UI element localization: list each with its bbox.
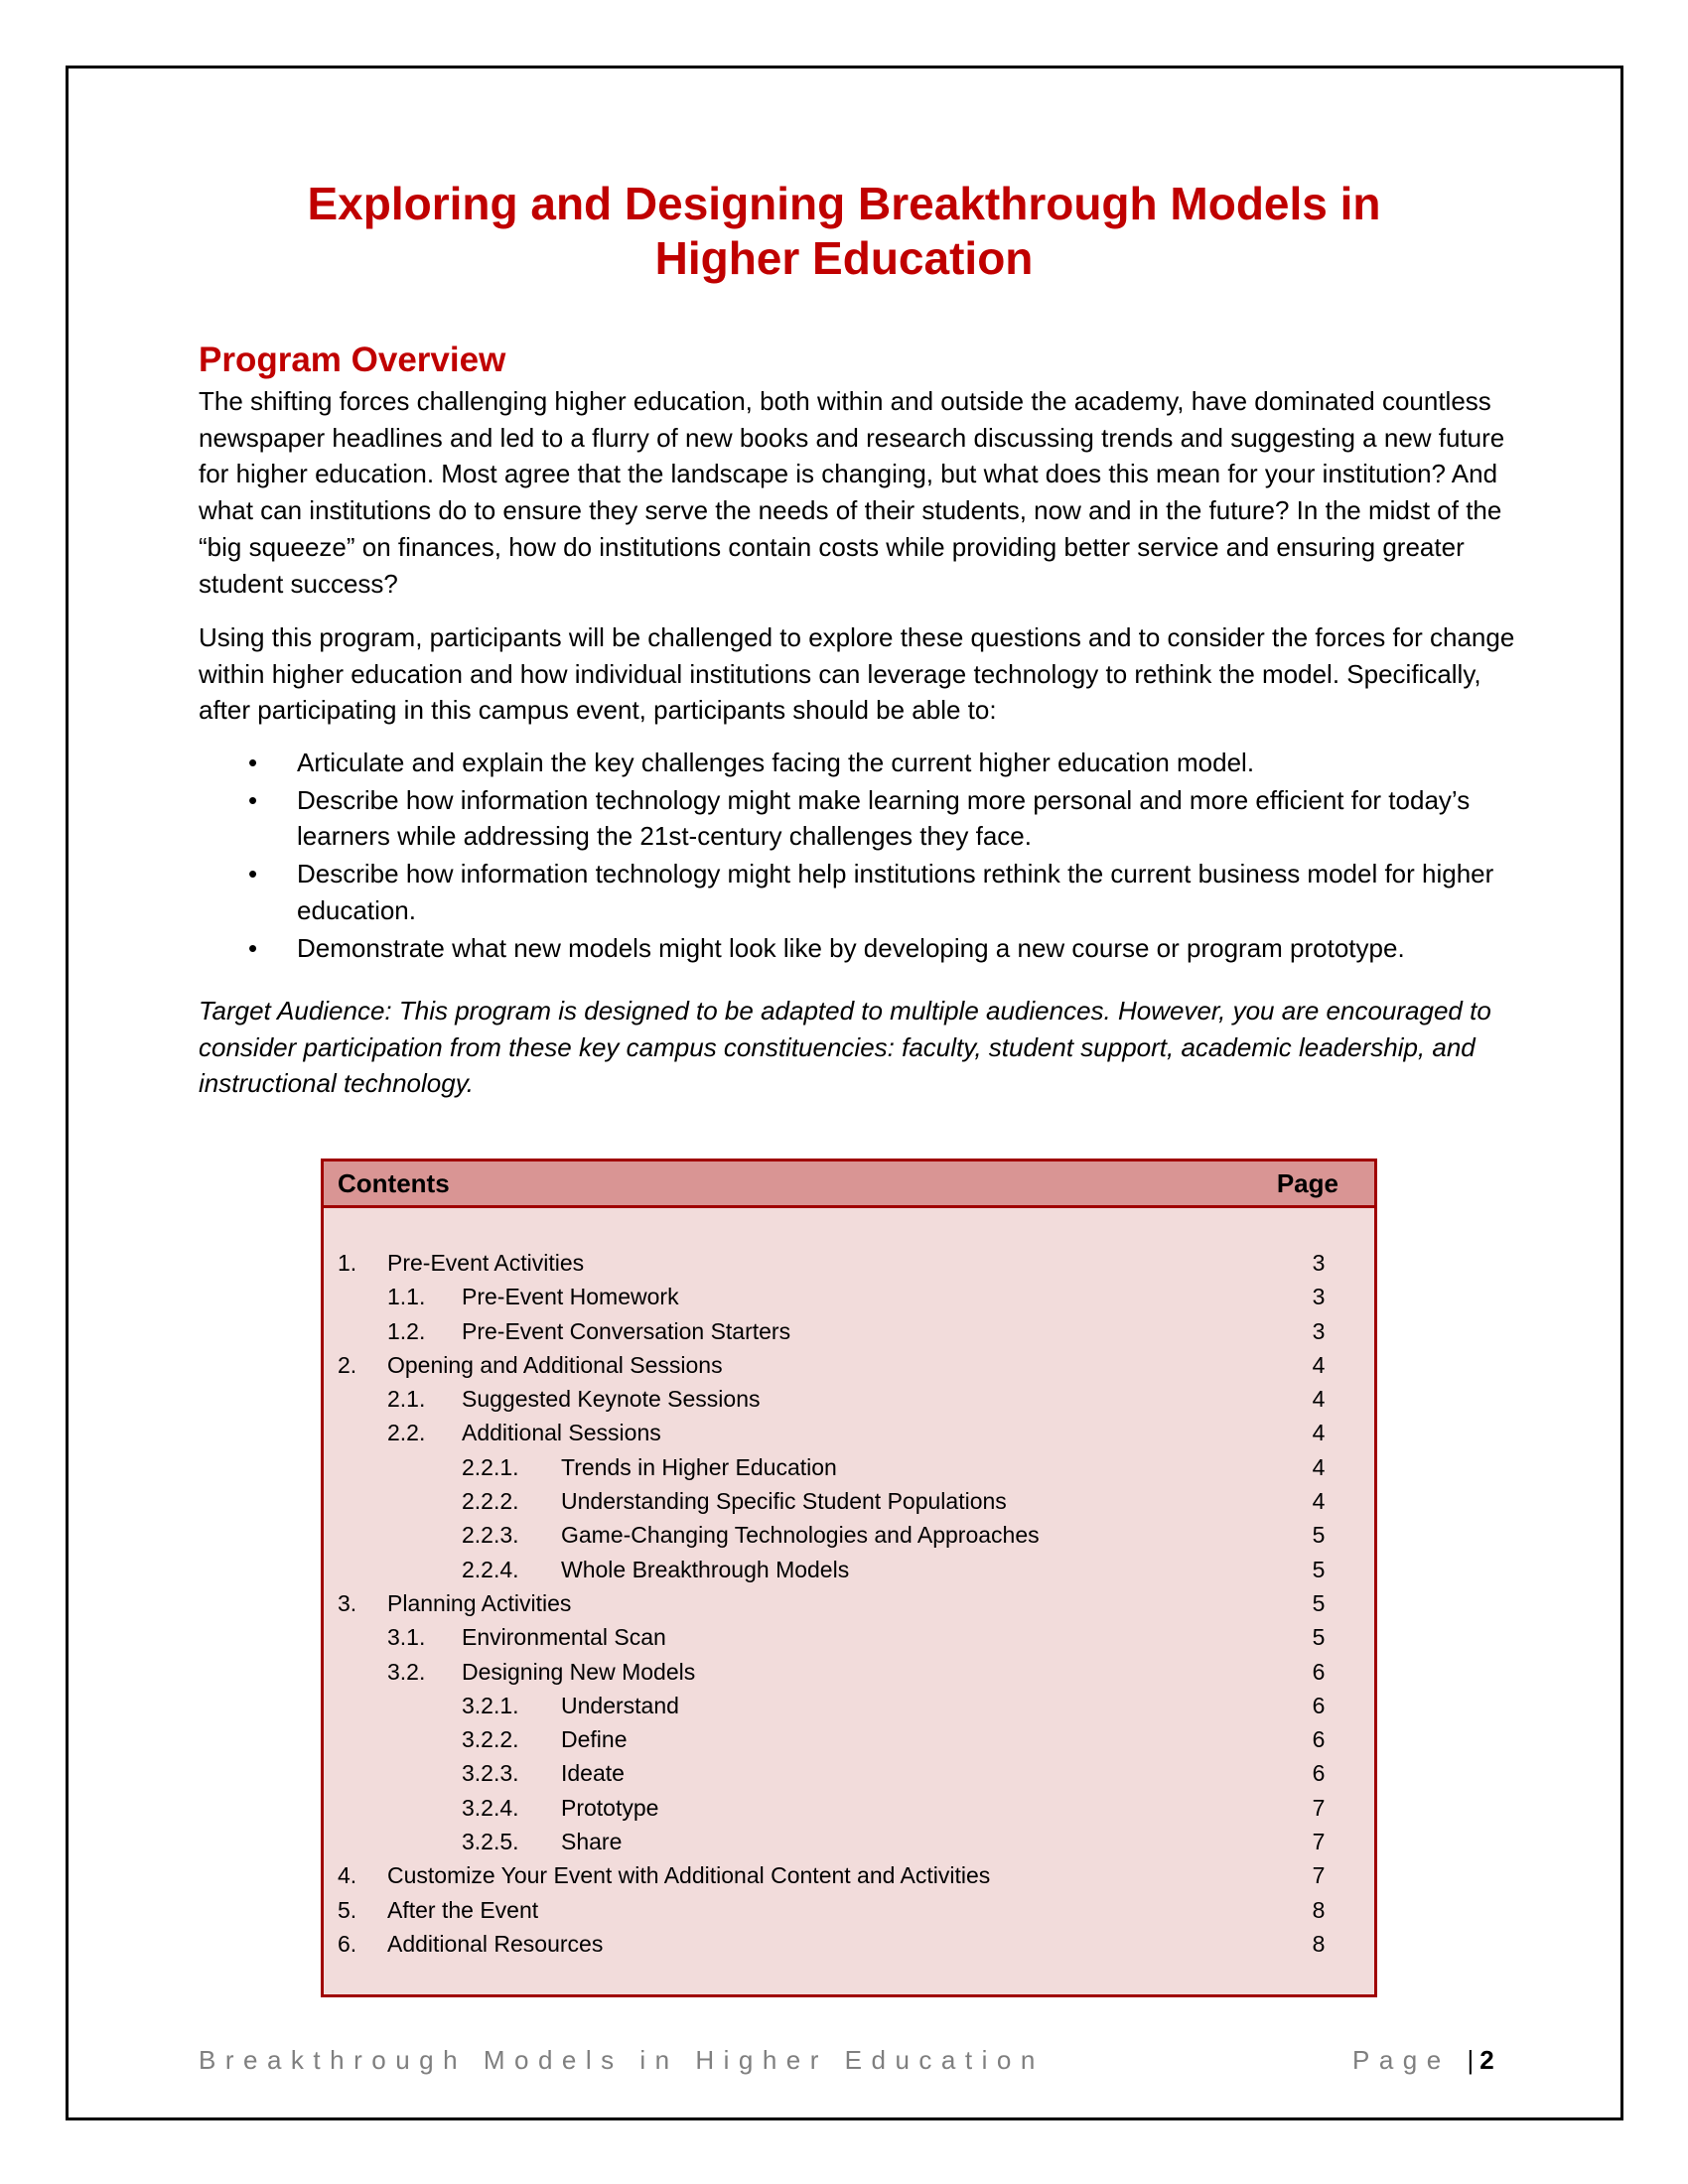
toc-entry-number: 3.2.1. (462, 1692, 519, 1718)
toc-entry-label[interactable]: Pre-Event Activities (387, 1250, 585, 1276)
list-item (199, 745, 1529, 781)
toc-entry[interactable] (324, 1586, 1374, 1620)
target-audience-note: Target Audience: This program is designed to be adapted to multiple audiences. However, you are encouraged to consider participation from these key campus constituencies: faculty, student support, academic leadership, and instructional technology. (199, 996, 1491, 1099)
bullet-icon: • (248, 859, 258, 889)
list-item (199, 856, 1529, 928)
toc-entry-page: 7 (1312, 1829, 1326, 1855)
list-item-text: Describe how information technology might help institutions rethink the current business model for higher education. (297, 859, 1494, 925)
toc-entry-label[interactable]: Ideate (561, 1760, 625, 1787)
toc-entry[interactable] (324, 1655, 1374, 1689)
toc-entry-label[interactable]: Opening and Additional Sessions (387, 1351, 723, 1378)
toc-entry-label[interactable]: Understanding Specific Student Populations (561, 1488, 1007, 1515)
toc-entry[interactable] (324, 1620, 1374, 1654)
document-title (199, 177, 1489, 286)
toc-entry-page: 7 (1312, 1794, 1326, 1821)
toc-entry-label[interactable]: Pre-Event Homework (462, 1284, 679, 1310)
toc-entry[interactable] (324, 1314, 1374, 1348)
toc-entry-number: 3.2.4. (462, 1794, 519, 1821)
toc-entry-page: 5 (1312, 1624, 1326, 1651)
toc-entry-page: 4 (1312, 1488, 1326, 1515)
toc-entry-page: 6 (1312, 1658, 1326, 1685)
toc-entry-page: 4 (1312, 1386, 1326, 1413)
toc-entry[interactable] (324, 1280, 1374, 1313)
toc-entry-label[interactable]: Whole Breakthrough Models (561, 1556, 850, 1582)
overview-paragraph-1: The shifting forces challenging higher education, both within and outside the academy, have dominated countless newspaper headlines and led to a flurry of new books and research discussing trends and suggesting a new future for higher education. Most agree that the landscape is changing, but what does this mean for your institution? And what can institutions do to ensure they serve the needs of their students, now and in the future? In the midst of the “big squeeze” on finances, how do institutions contain costs while providing better service and ensuring greater student success? (199, 386, 1505, 599)
list-item-text: Articulate and explain the key challenges facing the current higher education model. (297, 748, 1255, 777)
toc-entry-page: 6 (1312, 1692, 1326, 1718)
toc-entry-page: 5 (1312, 1522, 1326, 1549)
title-line-1: Exploring and Designing Breakthrough Models in (307, 178, 1381, 229)
footer-separator: | (1467, 2045, 1475, 2075)
toc-entry[interactable] (324, 1348, 1374, 1382)
toc-entry[interactable] (324, 1927, 1374, 1961)
learning-objectives-list (199, 745, 1529, 967)
toc-entry[interactable] (324, 1553, 1374, 1586)
toc-entry-number: 1.1. (387, 1284, 426, 1310)
bullet-icon: • (248, 748, 258, 777)
title-line-2: Higher Education (654, 232, 1034, 284)
toc-entry-label[interactable]: Environmental Scan (462, 1624, 666, 1651)
toc-entry-page: 3 (1312, 1250, 1326, 1276)
toc-entry-number: 6. (338, 1930, 357, 1957)
program-overview-heading: Program Overview (199, 341, 506, 379)
toc-entry-number: 2.1. (387, 1386, 426, 1413)
toc-entry-label[interactable]: Designing New Models (462, 1658, 696, 1685)
toc-entry-label[interactable]: Prototype (561, 1794, 659, 1821)
toc-entry-label[interactable]: Understand (561, 1692, 679, 1718)
toc-entry-number: 3.1. (387, 1624, 426, 1651)
table-of-contents (321, 1159, 1377, 1997)
toc-entry[interactable] (324, 1416, 1374, 1449)
toc-entry[interactable] (324, 1689, 1374, 1722)
toc-entry-number: 2.2.1. (462, 1453, 519, 1480)
toc-entry-label[interactable]: Define (561, 1726, 628, 1753)
toc-entry-label[interactable]: Planning Activities (387, 1589, 572, 1616)
list-item-text: Describe how information technology might make learning more personal and more efficient for today’s learners while addressing the 21st-century challenges they face. (297, 784, 1471, 852)
toc-entry[interactable] (324, 1756, 1374, 1790)
toc-header-row (324, 1161, 1374, 1208)
toc-entry-page: 8 (1312, 1896, 1326, 1923)
toc-entry-number: 5. (338, 1896, 357, 1923)
toc-entry[interactable] (324, 1518, 1374, 1552)
toc-entry[interactable] (324, 1825, 1374, 1858)
toc-entry[interactable] (324, 1484, 1374, 1518)
footer-page-number: 2 (1479, 2045, 1494, 2075)
toc-entry[interactable] (324, 1246, 1374, 1280)
footer-document-title: Breakthrough Models in Higher Education (199, 2045, 1045, 2075)
toc-entry[interactable] (324, 1450, 1374, 1484)
toc-entry-number: 1.2. (387, 1317, 426, 1344)
toc-entry-page: 8 (1312, 1930, 1326, 1957)
toc-entry-number: 2.2.4. (462, 1556, 519, 1582)
toc-entry-page: 6 (1312, 1726, 1326, 1753)
bullet-icon: • (248, 932, 258, 963)
toc-entry-page: 3 (1312, 1284, 1326, 1310)
toc-entry-number: 2. (338, 1351, 357, 1378)
toc-entry-label[interactable]: Pre-Event Conversation Starters (462, 1317, 791, 1344)
toc-entry-number: 3.2.5. (462, 1829, 519, 1855)
toc-entry-label[interactable]: Suggested Keynote Sessions (462, 1386, 761, 1413)
footer-page-word: Page (1352, 2045, 1451, 2075)
toc-entry-page: 5 (1312, 1556, 1326, 1582)
toc-entry-label[interactable]: Share (561, 1829, 623, 1855)
toc-entry-number: 3.2.2. (462, 1726, 519, 1753)
toc-entry-number: 2.2.2. (462, 1488, 519, 1515)
toc-entry-page: 3 (1312, 1317, 1326, 1344)
overview-paragraph-2: Using this program, participants will be challenged to explore these questions and to consider the forces for change within higher education and how individual institutions can leverage technology to rethink the model. Specifically, after participating in this campus event, participants should be able to: (199, 622, 1515, 726)
footer-page-indicator (1352, 2045, 1494, 2076)
list-item (199, 930, 1529, 967)
toc-body (324, 1208, 1374, 1961)
toc-entry-page: 6 (1312, 1760, 1326, 1787)
toc-entry-page: 4 (1312, 1351, 1326, 1378)
toc-entry-number: 2.2. (387, 1420, 426, 1446)
toc-entry[interactable] (324, 1858, 1374, 1892)
toc-entry-number: 3.2. (387, 1658, 426, 1685)
list-item-text: Demonstrate what new models might look like by developing a new course or program prototype. (297, 932, 1405, 963)
list-item (199, 782, 1529, 855)
bullet-icon: • (248, 784, 258, 815)
toc-entry-page: 7 (1312, 1862, 1326, 1889)
toc-entry-label[interactable]: Additional Resources (387, 1930, 604, 1957)
toc-entry-number: 3. (338, 1589, 357, 1616)
toc-entry[interactable] (324, 1893, 1374, 1927)
toc-entry[interactable] (324, 1382, 1374, 1416)
toc-entry-label[interactable]: Trends in Higher Education (561, 1453, 837, 1480)
toc-entry-label[interactable]: Game-Changing Technologies and Approaches (561, 1522, 1040, 1549)
toc-entry-number: 3.2.3. (462, 1760, 519, 1787)
toc-page-header: Page (1276, 1168, 1338, 1198)
toc-entry-label[interactable]: Customize Your Event with Additional Content and Activities (387, 1862, 991, 1889)
toc-entry-page: 4 (1312, 1453, 1326, 1480)
toc-entry[interactable] (324, 1722, 1374, 1756)
toc-entry-number: 2.2.3. (462, 1522, 519, 1549)
toc-entry-page: 5 (1312, 1589, 1326, 1616)
toc-entry-label[interactable]: After the Event (387, 1896, 539, 1923)
toc-entry[interactable] (324, 1791, 1374, 1825)
toc-entry-number: 4. (338, 1862, 357, 1889)
toc-contents-header: Contents (338, 1168, 450, 1198)
toc-entry-number: 1. (338, 1250, 357, 1276)
toc-entry-page: 4 (1312, 1420, 1326, 1446)
toc-entry-label[interactable]: Additional Sessions (462, 1420, 661, 1446)
